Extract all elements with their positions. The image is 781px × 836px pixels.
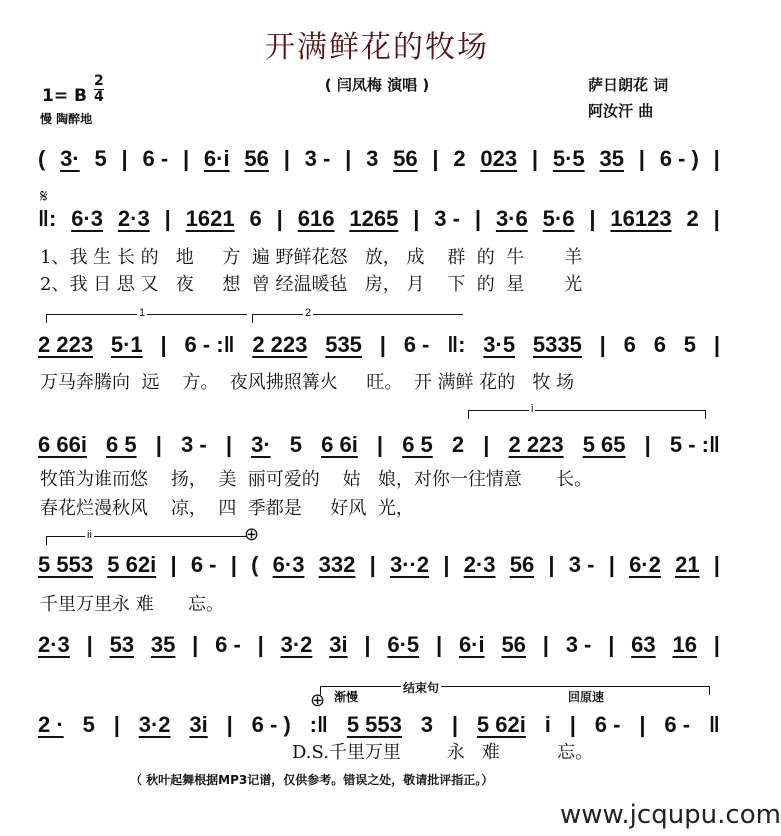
note-group: 6 - <box>664 712 691 737</box>
lyrics-line-7: D.S.千里万里 永 难 忘。 <box>292 742 594 763</box>
lyricist-credit: 萨日朗花 词 <box>588 76 669 94</box>
barline: | <box>86 632 93 657</box>
note-group: 5335 <box>532 332 582 357</box>
note-group: 535 <box>325 332 362 357</box>
barline: | <box>182 146 190 171</box>
staff-line-6 <box>38 632 720 658</box>
barline: | <box>364 632 371 657</box>
watermark: www.jcqupu.com <box>560 800 781 830</box>
note-group: 616 <box>297 206 335 231</box>
barline: | <box>644 432 651 457</box>
note-group: 3 <box>420 712 433 737</box>
barline: | <box>155 432 162 457</box>
barline: 6 - :‖ <box>184 332 235 357</box>
staff-line-5 <box>38 552 720 578</box>
barline: | <box>379 332 386 357</box>
barline: | <box>531 146 539 171</box>
barline: | <box>542 632 549 657</box>
barline: | <box>713 332 720 357</box>
note-group: 3··2 <box>389 552 430 577</box>
note-group: 35 <box>599 146 624 171</box>
note-group: 3·6 <box>495 206 528 231</box>
note-group: 6 5 <box>106 432 137 457</box>
song-title: 开满鲜花的牧场 <box>265 30 489 65</box>
coda-sign: ⊕ <box>244 524 260 544</box>
ending-label: 结束句 <box>403 681 440 695</box>
barline: | <box>276 206 283 231</box>
barline: | <box>432 146 439 171</box>
note-group: 5 <box>82 712 95 737</box>
note-group: 2 223 <box>508 432 564 457</box>
note-group: 3 - <box>181 432 207 457</box>
note-group: 3· <box>60 146 80 171</box>
note-group: 2·3 <box>463 552 496 577</box>
barline: | <box>121 146 128 171</box>
note-group: 3·2 <box>280 632 313 657</box>
barline: | <box>170 552 177 577</box>
note-group: 53 <box>109 632 135 657</box>
note-group: 6 6i <box>321 432 358 457</box>
singer-credit: ( 闫凤梅 演唱 ) <box>324 76 430 94</box>
note-group: 6·5 <box>387 632 420 657</box>
barline: | <box>713 206 720 231</box>
note-group: 5·5 <box>552 146 585 171</box>
note-group: 16 <box>672 632 697 657</box>
note-group: 6 5 <box>402 432 433 457</box>
note-group: 5 553 <box>38 552 94 577</box>
barline: ‖ <box>708 712 720 737</box>
barline: 5 - :‖ <box>669 432 720 457</box>
note-group: 6·3 <box>272 552 305 577</box>
barline: | <box>548 552 555 577</box>
note-group: 2·3 <box>38 632 70 657</box>
barline: | <box>257 632 264 657</box>
lyrics-line-3: 万马奔腾向 远 方。 夜风拂照篝火 旺。 开 满鲜 花的 牧 场 <box>40 372 575 393</box>
note-group: 2 · <box>38 712 64 737</box>
note-group: 1265 <box>349 206 399 231</box>
note-group: 5 <box>289 432 302 457</box>
note-group: 2 <box>453 146 466 171</box>
note-group: 3 - <box>568 552 595 577</box>
barline: | <box>443 552 450 577</box>
note-group: 6·i <box>458 632 485 657</box>
volta-i-label: i <box>531 403 534 415</box>
volta-second-label: 2 <box>305 307 312 319</box>
note-group: 56 <box>393 146 418 171</box>
barline: | <box>713 632 720 657</box>
staff-line-4 <box>38 432 720 458</box>
barline: | <box>283 146 290 171</box>
footnote: （ 秋叶起舞根据MP3记谱，仅供参考。错误之处，敬请批评指正。） <box>130 773 494 787</box>
barline: | <box>483 432 490 457</box>
note-group: 5 62i <box>476 712 526 737</box>
note-group: 6 - <box>142 146 169 171</box>
barline: ‖: <box>447 332 466 357</box>
barline: | <box>226 712 233 737</box>
note-group: 3 <box>366 146 379 171</box>
note-group: 63 <box>631 632 656 657</box>
note-group: 5 <box>94 146 107 171</box>
barline: | <box>638 146 645 171</box>
note-group: 5 553 <box>346 712 402 737</box>
ritardando-marking: 渐慢 <box>334 690 359 704</box>
staff-line-2 <box>38 206 720 232</box>
barline: | <box>160 332 167 357</box>
barline: ( <box>251 552 259 577</box>
note-group: 3· <box>251 432 271 457</box>
note-group: 3·5 <box>483 332 516 357</box>
note-group: 6 <box>249 206 262 231</box>
note-group: 6·2 <box>629 552 661 577</box>
barline: ‖: <box>38 206 57 231</box>
note-group: 2 <box>451 432 465 457</box>
note-group: 5 65 <box>582 432 626 457</box>
note-group: 2·3 <box>117 206 150 231</box>
staff-line-1 <box>38 146 720 172</box>
barline: | <box>435 632 443 657</box>
barline: | <box>608 632 615 657</box>
staff-line-7 <box>38 712 720 738</box>
time-signature-top: 2 <box>94 73 104 89</box>
barline: | <box>376 432 384 457</box>
volta-ii <box>46 529 247 545</box>
barline: | <box>230 552 237 577</box>
note-group: 16123 <box>610 206 672 231</box>
note-group: i <box>544 712 551 737</box>
note-group: 5 <box>683 332 697 357</box>
note-group: 56 <box>501 632 526 657</box>
note-group: 5·1 <box>110 332 143 357</box>
barline: | <box>713 146 720 171</box>
barline: | <box>589 206 596 231</box>
note-group: 5 62i <box>107 552 157 577</box>
note-group: 3 - <box>304 146 331 171</box>
lyrics-line-4-verse-1: 牧笛为谁而悠 扬， 美 丽可爱的 姑 娘，对你一往情意 长。 <box>40 469 593 490</box>
note-group: 2 223 <box>252 332 308 357</box>
volta-first-label: 1 <box>139 307 146 319</box>
barline: | <box>599 332 606 357</box>
note-group: 35 <box>150 632 176 657</box>
tempo-marking: 慢 陶醉地 <box>40 112 93 126</box>
lyrics-line-4-verse-2: 春花烂漫秋风 凉， 四 季都是 好风 光， <box>40 498 414 519</box>
note-group: 6·i <box>203 146 230 171</box>
note-group: 6 - <box>594 712 621 737</box>
barline: | <box>713 552 720 577</box>
note-group: 3·2 <box>138 712 171 737</box>
barline: | <box>113 712 120 737</box>
barline: | <box>164 206 171 231</box>
note-group: 5·6 <box>542 206 575 231</box>
barline: | <box>225 432 232 457</box>
note-group: 332 <box>318 552 356 577</box>
lyrics-line-2-verse-1: 1、我 生 长 的 地 方 遍 野鲜花怒 放， 成 群 的 牛 羊 <box>40 247 583 268</box>
lyrics-line-5: 千里万里永 难 忘。 <box>40 594 225 615</box>
barline: | <box>639 712 646 737</box>
note-group: 3i <box>189 712 208 737</box>
composer-credit: 阿汝汗 曲 <box>588 102 654 120</box>
note-group: 2 223 <box>38 332 94 357</box>
note-group: 56 <box>244 146 269 171</box>
staff-line-3 <box>38 332 720 358</box>
barline: | <box>192 632 199 657</box>
segno-sign: 𝄋 <box>40 186 48 206</box>
note-group: 6 <box>623 332 636 357</box>
barline: | <box>451 712 459 737</box>
barline: :‖ <box>309 712 328 737</box>
note-group: 6·3 <box>71 206 103 231</box>
ending-bracket <box>320 681 710 695</box>
barline: | <box>345 146 352 171</box>
a-tempo-marking: 回原速 <box>568 690 605 704</box>
barline: | <box>369 552 376 577</box>
volta-i <box>468 403 706 419</box>
volta-ii-label: ii <box>87 529 92 541</box>
key-signature: 1= B <box>42 86 87 106</box>
note-group: 2 <box>686 206 699 231</box>
note-group: 21 <box>675 552 700 577</box>
note-group: 3 - <box>565 632 592 657</box>
barline: ( <box>38 146 46 171</box>
volta-first <box>46 307 247 323</box>
note-group: 1621 <box>185 206 235 231</box>
note-group: 3 - <box>434 206 460 231</box>
note-group: 023 <box>480 146 518 171</box>
lyrics-line-2-verse-2: 2、我 日 思 又 夜 想 曾 经温暖毡 房， 月 下 的 星 光 <box>40 274 583 295</box>
barline: | <box>413 206 420 231</box>
barline: | <box>569 712 576 737</box>
note-group: 3i <box>329 632 348 657</box>
note-group: 6 - <box>403 332 430 357</box>
barline: | <box>608 552 615 577</box>
note-group: 6 - ) <box>251 712 291 737</box>
note-group: 6 - ) <box>659 146 699 171</box>
note-group: 6 66i <box>38 432 87 457</box>
barline: | <box>474 206 482 231</box>
note-group: 6 - <box>215 632 241 657</box>
time-signature-bottom: 4 <box>94 89 104 105</box>
note-group: 6 <box>653 332 666 357</box>
time-signature <box>94 74 104 105</box>
volta-second <box>252 307 463 323</box>
note-group: 56 <box>509 552 535 577</box>
note-group: 6 - <box>190 552 217 577</box>
coda-sign-2: ⊕ <box>310 690 326 710</box>
